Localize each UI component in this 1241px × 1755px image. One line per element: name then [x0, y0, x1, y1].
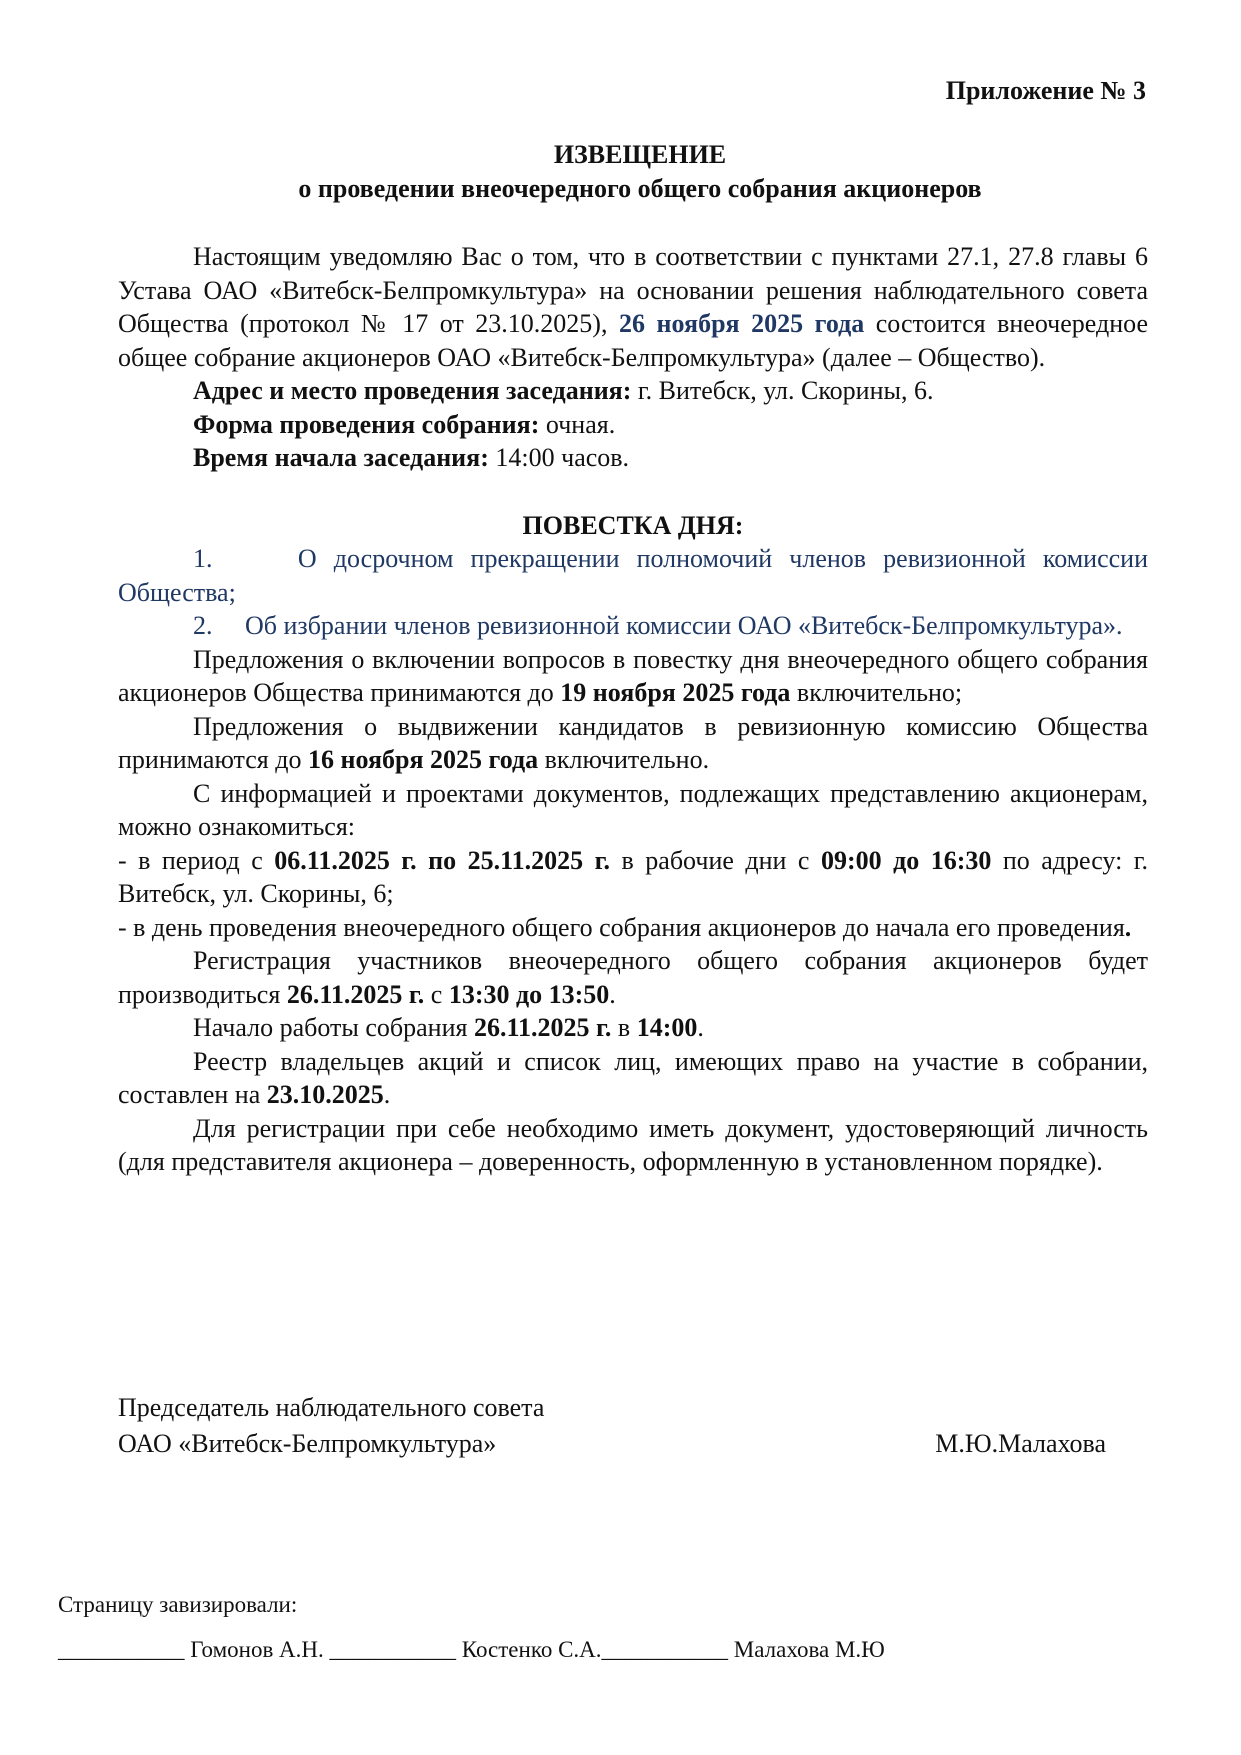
- registration-time: 13:30 до 13:50: [448, 979, 610, 1009]
- address-line: [118, 374, 1148, 408]
- info-meeting-day-text: - в день проведения внеочередного общего собрания акционеров до начала его проведения: [118, 912, 1125, 942]
- info-period-time: 09:00 до 16:30: [820, 845, 992, 875]
- info-period-line: [118, 844, 1148, 911]
- registration-paragraph: [118, 944, 1148, 1011]
- start-paragraph: [118, 1011, 1148, 1045]
- visa-signatures: ___________ Гомонов А.Н. ___________ Костенко С.А.___________ Малахова М.Ю: [58, 1637, 885, 1662]
- signature-row: [118, 1426, 1128, 1462]
- signature-position: Председатель наблюдательного совета: [118, 1393, 545, 1422]
- info-period-dates: 06.11.2025 г. по 25.11.2025 г.: [274, 845, 611, 875]
- register-tail: .: [383, 1080, 391, 1109]
- proposals-agenda-tail: включительно;: [790, 678, 963, 707]
- visa-label: Страницу завизировали:: [58, 1592, 298, 1617]
- agenda-heading: ПОВЕСТКА ДНЯ:: [522, 510, 744, 540]
- start-date: 26.11.2025 г.: [473, 1013, 612, 1042]
- info-intro: С информацией и проектами документов, подлежащих представлению акционерам, можно ознакомиться:: [118, 778, 1148, 841]
- info-period-address: по адресу: г. Витебск, ул. Скорины, 6;: [118, 845, 1149, 908]
- register-date: 23.10.2025: [266, 1080, 384, 1109]
- document-title: [0, 138, 1241, 206]
- start-time-line: [118, 441, 1148, 475]
- address-label: Адрес и место проведения заседания:: [193, 376, 632, 405]
- document-body: [118, 240, 1155, 1179]
- proposals-agenda-paragraph: [118, 643, 1148, 710]
- start-tail: .: [697, 1013, 704, 1042]
- registration-text: Регистрация участников внеочередного общего собрания акционеров будет производиться: [118, 946, 1148, 1009]
- intro-paragraph: [118, 240, 1148, 374]
- info-period-mid: в рабочие дни с: [610, 845, 821, 875]
- title-subtitle: о проведении внеочередного общего собрания акционеров: [298, 174, 982, 203]
- title-main: ИЗВЕЩЕНИЕ: [553, 140, 727, 169]
- intro-text: Настоящим уведомляю Вас о том, что в соответствии с пунктами 27.1, 27.8 главы 6 Устава ОАО «Витебск-Белпромкультура» на основании решения наблюдательного совета Общества (протокол № 17 от 23.10.2025),: [118, 242, 1148, 338]
- meeting-date: 26 ноября 2025 года: [618, 309, 865, 338]
- signature-name: М.Ю.Малахова: [935, 1429, 1106, 1458]
- start-text: Начало работы собрания: [193, 1013, 474, 1042]
- signature-org: ОАО «Витебск-Белпромкультура»: [118, 1429, 497, 1458]
- start-mid: в: [611, 1013, 637, 1042]
- intro-text-tail: состоится внеочередное общее собрание акционеров ОАО «Витебск-Белпромкультура» (далее – Общество).: [118, 309, 1148, 372]
- form-value: очная.: [539, 409, 616, 439]
- info-meeting-day-line: [118, 911, 1148, 945]
- info-meeting-day-dot: .: [1124, 912, 1132, 942]
- proposals-candidates-date: 16 ноября 2025 года: [307, 745, 539, 774]
- signature-block: [118, 1390, 1128, 1462]
- agenda-item-1: 1. О досрочном прекращении полномочий членов ревизионной комиссии Общества;: [118, 544, 1155, 607]
- start-time-label: Время начала заседания:: [193, 443, 489, 472]
- start-time-value: 14:00 часов.: [488, 443, 630, 472]
- address-value: г. Витебск, ул. Скорины, 6.: [631, 376, 934, 405]
- start-time: 14:00: [636, 1013, 698, 1042]
- register-text: Реестр владельцев акций и список лиц, имеющих право на участие в собрании, составлен на: [118, 1046, 1148, 1109]
- form-line: [118, 408, 1148, 442]
- form-label: Форма проведения собрания:: [193, 409, 540, 439]
- proposals-candidates-text: Предложения о выдвижении кандидатов в ревизионную комиссию Общества принимаются до: [118, 711, 1148, 774]
- appendix-number: Приложение № 3: [945, 76, 1146, 105]
- documents-paragraph: Для регистрации при себе необходимо иметь документ, удостоверяющий личность (для представителя акционера – доверенность, оформленную в установленном порядке).: [118, 1113, 1148, 1176]
- proposals-agenda-text: Предложения о включении вопросов в повестку дня внеочередного общего собрания акционеров Общества принимаются до: [118, 644, 1148, 707]
- info-period-prefix: - в период с: [118, 845, 275, 875]
- proposals-candidates-tail: включительно.: [538, 745, 710, 774]
- proposals-candidates-paragraph: [118, 710, 1148, 777]
- registration-mid: с: [424, 979, 449, 1009]
- register-paragraph: [118, 1045, 1148, 1112]
- agenda-item-2: 2. Об избрании членов ревизионной комиссии ОАО «Витебск-Белпромкультура».: [193, 611, 1123, 640]
- proposals-agenda-date: 19 ноября 2025 года: [560, 678, 791, 707]
- registration-tail: .: [609, 979, 616, 1009]
- registration-date: 26.11.2025 г.: [286, 979, 425, 1009]
